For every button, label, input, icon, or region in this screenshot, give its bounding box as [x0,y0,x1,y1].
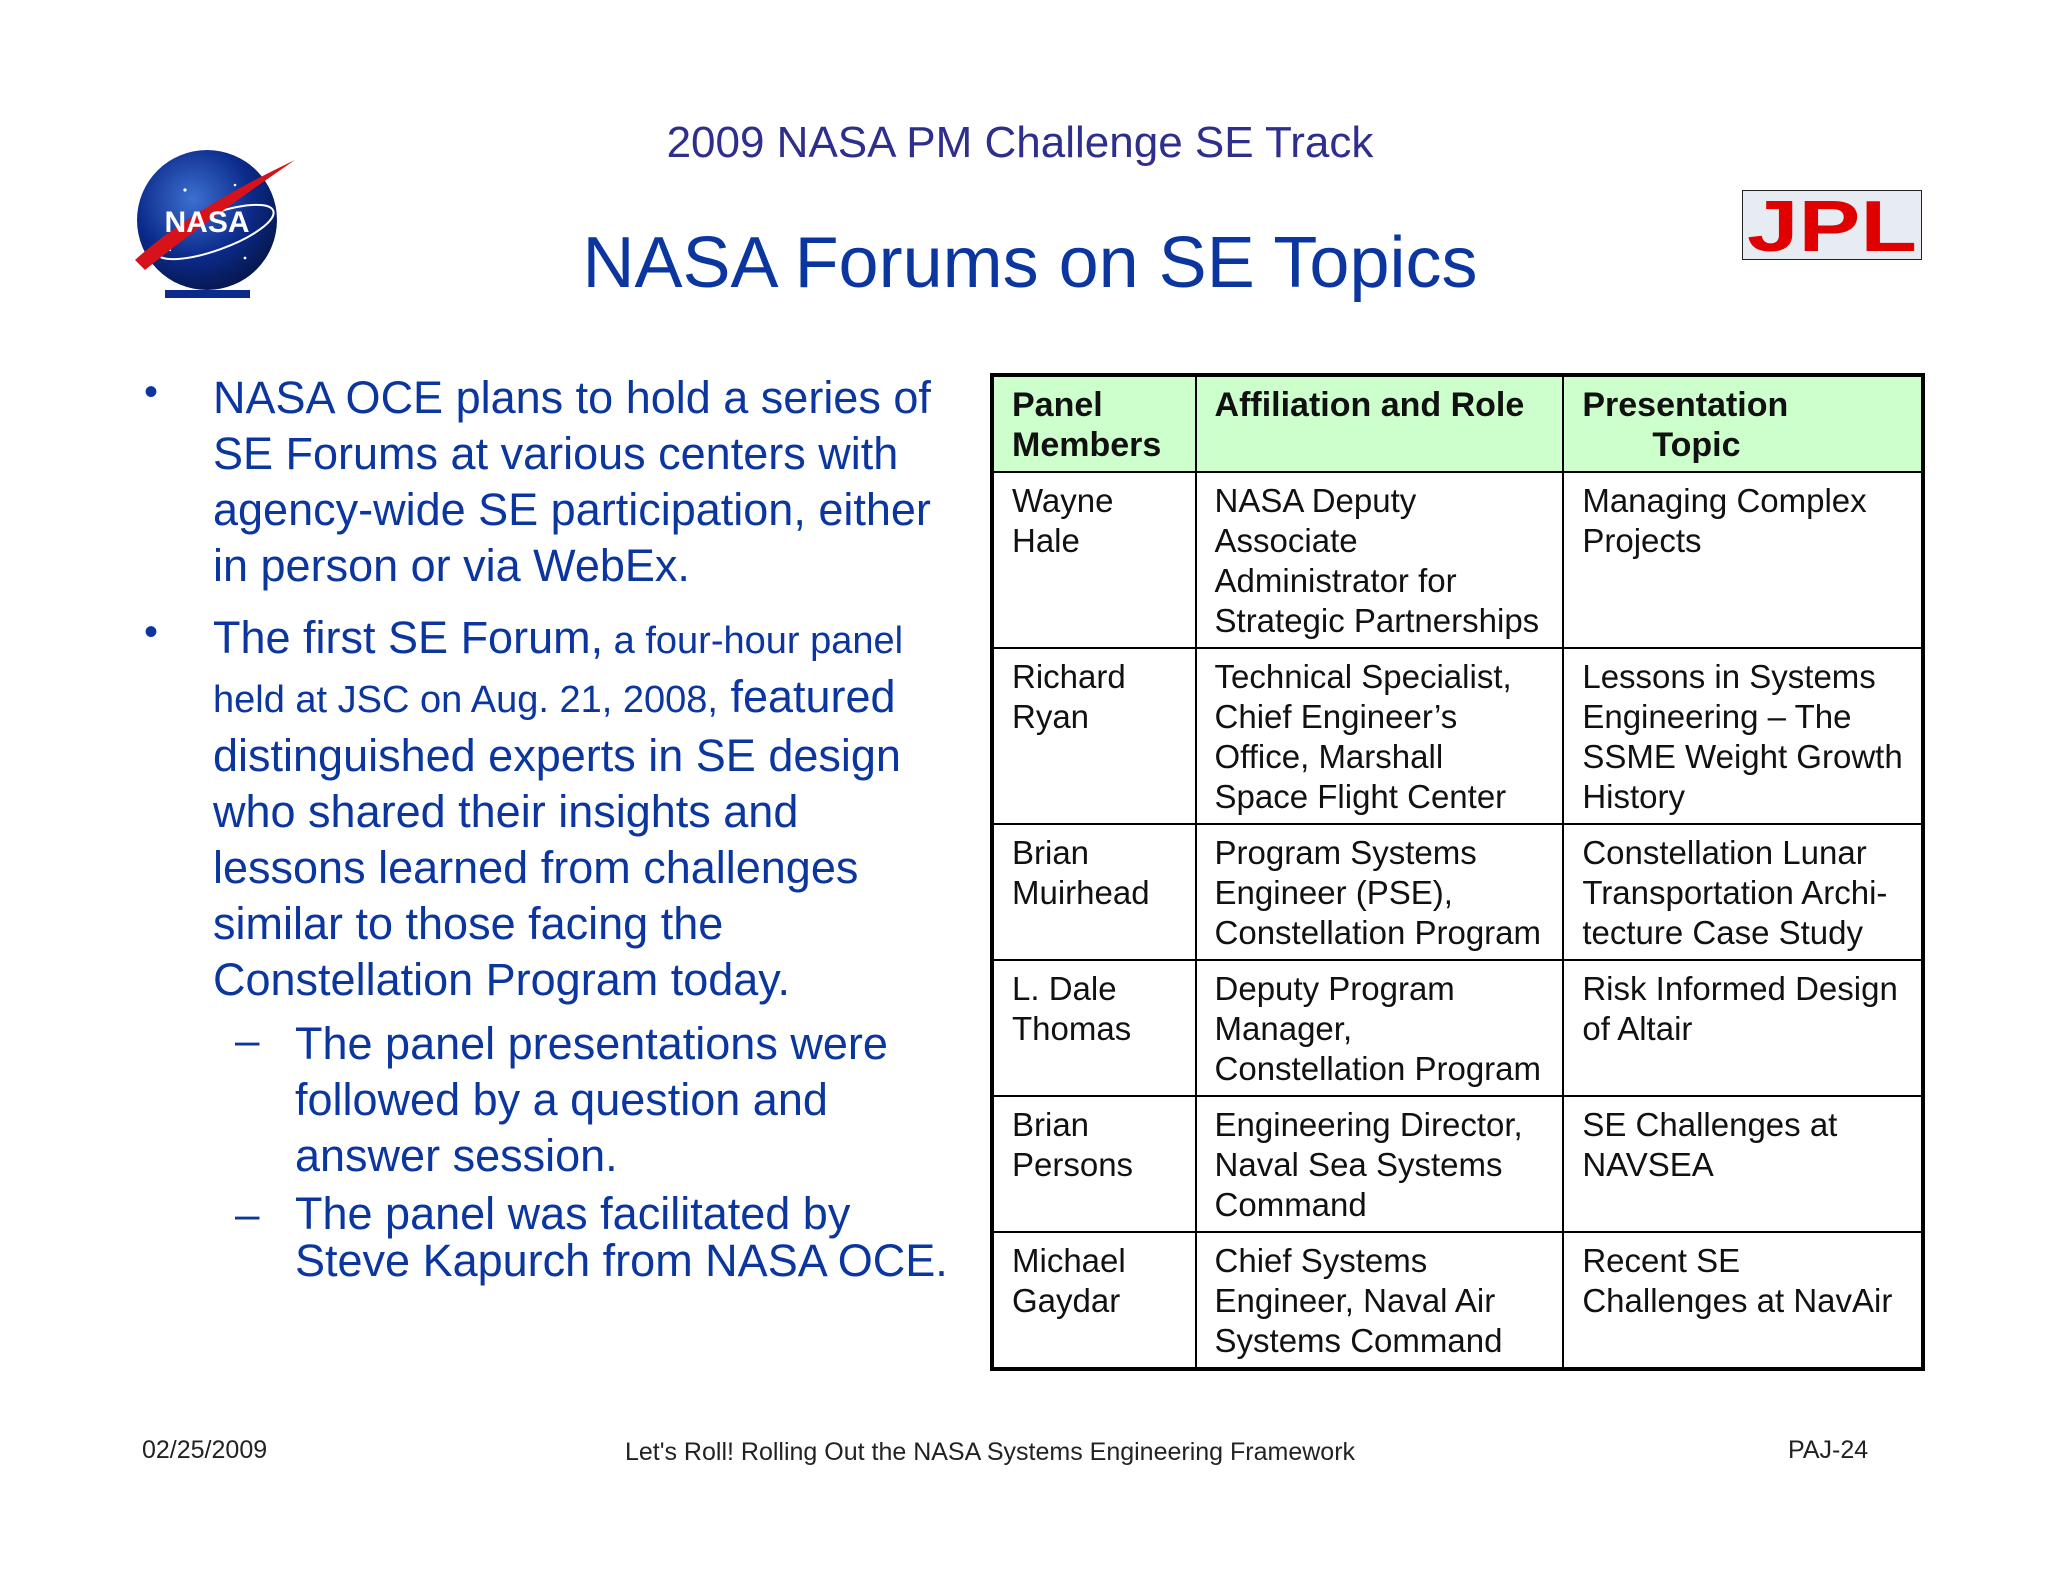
cell-role: NASA Deputy Associate Administrator for Strategic Partnerships [1196,472,1564,648]
cell-role: Deputy Program Manager, Constellation Program [1196,960,1564,1096]
cell-topic: Risk Informed Design of Altair [1563,960,1923,1096]
dash-icon: – [235,1016,260,1065]
bullet-small-text: a four-hour panel held at JSC on Aug. 21, 2008, [213,620,904,721]
nasa-logo [130,140,300,310]
footer-date: 02/25/2009 [142,1436,268,1464]
header-panel-members: Panel Members [992,375,1196,472]
header-topic: Topic [1652,426,1741,464]
cell-role: Chief Systems Engineer, Naval Air Systems Command [1196,1232,1564,1369]
cell-member: L. Dale Thomas [992,960,1196,1096]
table-row [992,1232,1923,1369]
panel-table [990,373,1925,1371]
footer-title: Let's Roll! Rolling Out the NASA Systems Engineering Framework [624,1438,1356,1466]
bullet-text: NASA OCE plans to hold a series of SE Forums at various centers with agency-wide SE participation, either in person or via WebEx. [213,372,931,591]
table-header-row [992,375,1923,472]
bullet-text [213,610,943,1008]
cell-role: Program Systems Engineer (PSE), Constellation Program [1196,824,1564,960]
cell-member: Brian Persons [992,1096,1196,1232]
bullet-icon: • [144,610,159,654]
cell-topic: Constellation Lunar Transportation Archi-tecture Case Study [1563,824,1923,960]
header-affiliation: Affiliation and Role [1196,375,1564,472]
cell-topic: Recent SE Challenges at NavAir [1563,1232,1923,1369]
bullet-icon: • [144,370,159,414]
cell-role: Technical Specialist, Chief Engineer’s Office, Marshall Space Flight Center [1196,648,1564,824]
cell-role: Engineering Director, Naval Sea Systems Command [1196,1096,1564,1232]
table-row [992,824,1923,960]
dash-icon: – [235,1190,260,1239]
header-presentation-topic [1563,375,1923,472]
cell-member: Brian Muirhead [992,824,1196,960]
header-presentation: Presentation [1582,386,1789,424]
jpl-logo [1742,190,1922,260]
cell-member: Michael Gaydar [992,1232,1196,1369]
table-row [992,1096,1923,1232]
super-title: 2009 NASA PM Challenge SE Track [666,118,1374,167]
sub-bullet-text: The panel was facilitated by Steve Kapurch from NASA OCE. [295,1188,948,1286]
cell-member: Richard Ryan [992,648,1196,824]
bullet-rest: featured distinguished experts in SE design who shared their insights and lessons learned from challenges similar to those facing the Constellation Program today. [213,671,901,1005]
page-title: NASA Forums on SE Topics [582,223,1478,303]
cell-member: Wayne Hale [992,472,1196,648]
table-row [992,648,1923,824]
table-row [992,960,1923,1096]
cell-topic: Lessons in Systems Engineering – The SSME Weight Growth History [1563,648,1923,824]
cell-topic: Managing Complex Projects [1563,472,1923,648]
table-row [992,472,1923,648]
bullet-lead: The first SE Forum, [213,612,604,663]
jpl-logo-text: JPL [1747,191,1917,259]
footer-page-number: PAJ-24 [1788,1436,1869,1464]
cell-topic: SE Challenges at NAVSEA [1563,1096,1923,1232]
sub-bullet-text: The panel presentations were followed by a question and answer session. [295,1018,888,1181]
nasa-logo-text: NASA [164,206,250,239]
